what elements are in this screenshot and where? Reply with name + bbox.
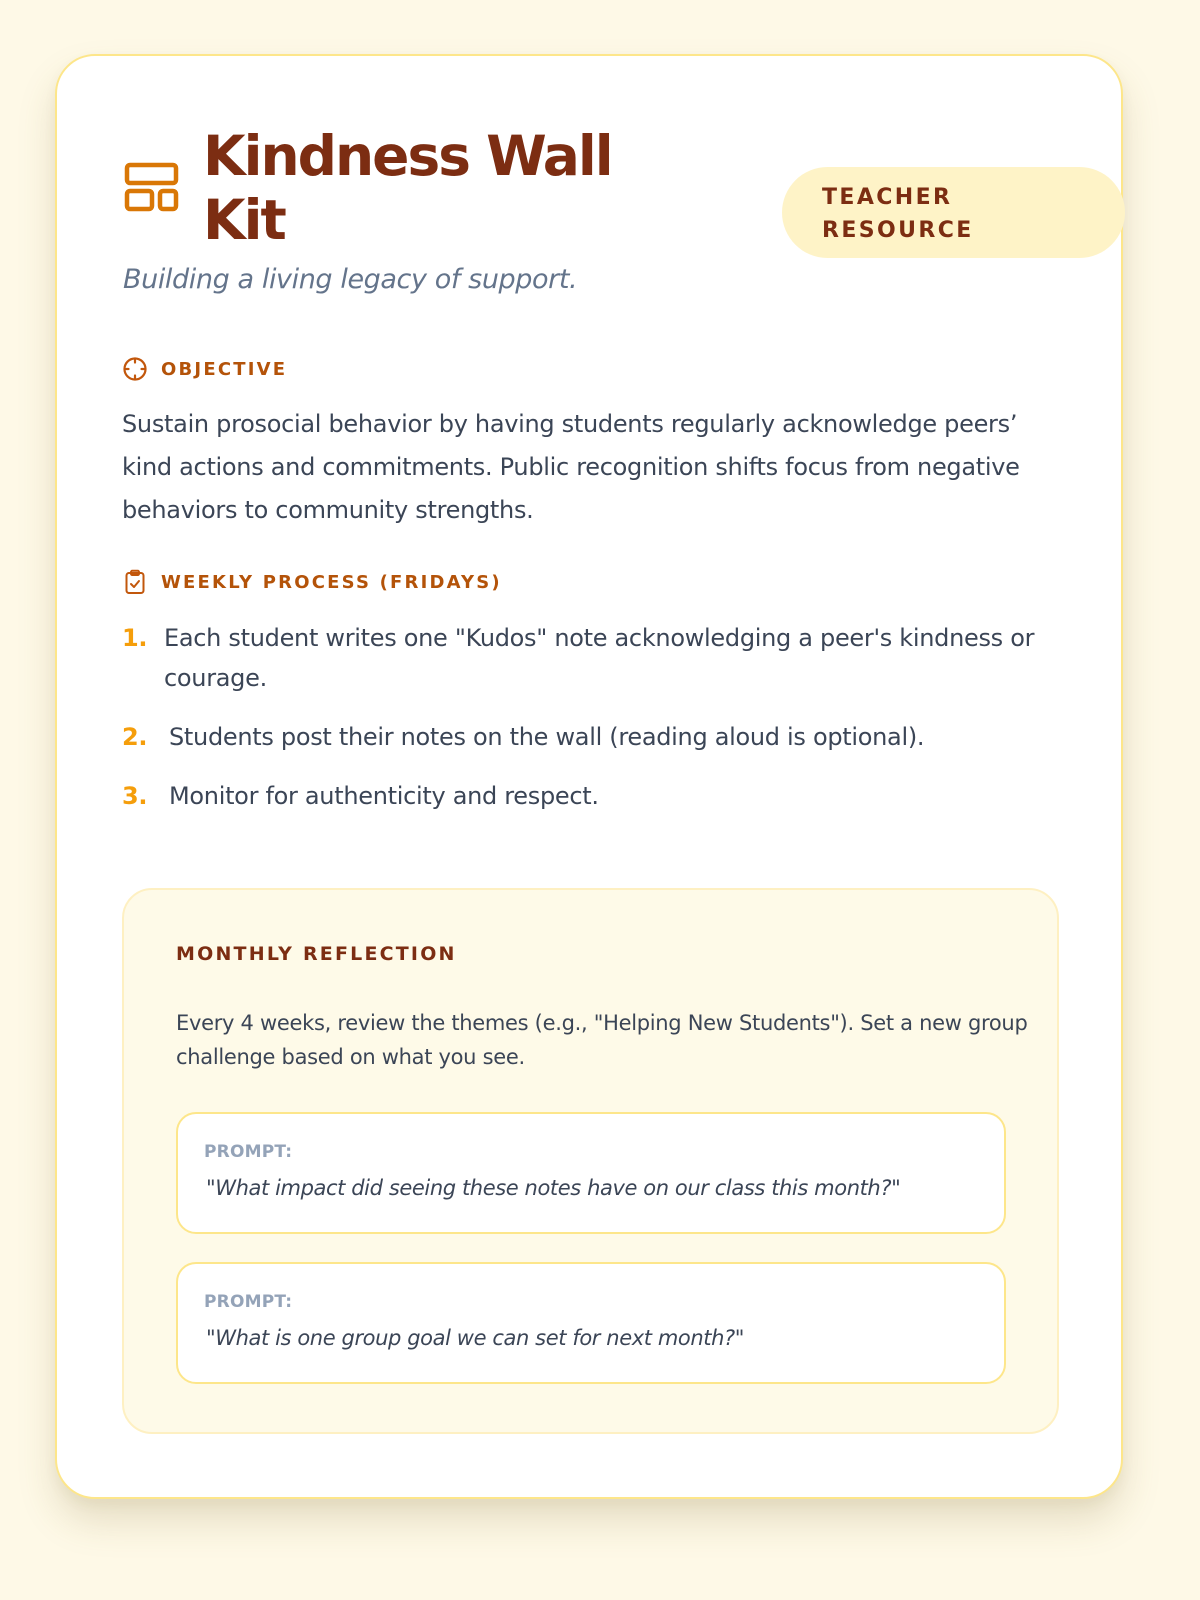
crosshair-icon	[122, 356, 148, 382]
monthly-reflection-heading: MONTHLY REFLECTION	[176, 943, 457, 965]
layout-grid-icon	[123, 158, 181, 216]
step-number: 3.	[122, 782, 148, 810]
step-text: Monitor for authenticity and respect.	[169, 782, 599, 810]
card-header	[123, 126, 1063, 306]
objective-heading: OBJECTIVE	[122, 354, 287, 384]
monthly-reflection-text: Every 4 weeks, review the themes (e.g., "Helping New Students"). Set a new group challenge based on what you see.	[176, 1011, 1028, 1069]
clipboard-check-icon	[122, 569, 148, 595]
prompt-card	[176, 1262, 1006, 1384]
prompt-text: "What is one group goal we can set for next month?"	[206, 1326, 745, 1350]
prompt-text: "What impact did seeing these notes have on our class this month?"	[206, 1176, 901, 1200]
step-number: 2.	[122, 723, 148, 751]
weekly-process-heading: WEEKLY PROCESS (FRIDAYS)	[122, 567, 502, 597]
monthly-reflection-box	[122, 888, 1059, 1434]
weekly-steps-list	[122, 618, 1072, 835]
step-text: Each student writes one "Kudos" note acknowledging a peer's kindness or courage.	[164, 624, 1035, 692]
objective-text: Sustain prosocial behavior by having students regularly acknowledge peers’ kind actions and commitments. Public recognition shifts focus from negative behaviors to community strengths.	[122, 410, 1020, 524]
prompt-label: PROMPT:	[204, 1292, 293, 1312]
prompt-label: PROMPT:	[204, 1142, 293, 1162]
list-item	[122, 776, 1072, 816]
teacher-resource-badge: TEACHER RESOURCE	[782, 167, 1125, 258]
list-item	[122, 717, 1072, 757]
step-number: 1.	[122, 624, 148, 652]
list-item	[122, 618, 1072, 698]
step-text: Students post their notes on the wall (reading aloud is optional).	[169, 723, 925, 751]
resource-card	[55, 54, 1123, 1499]
prompt-card	[176, 1112, 1006, 1234]
page-title: Kindness Wall Kit	[203, 124, 612, 252]
page-subtitle: Building a living legacy of support.	[123, 264, 578, 295]
